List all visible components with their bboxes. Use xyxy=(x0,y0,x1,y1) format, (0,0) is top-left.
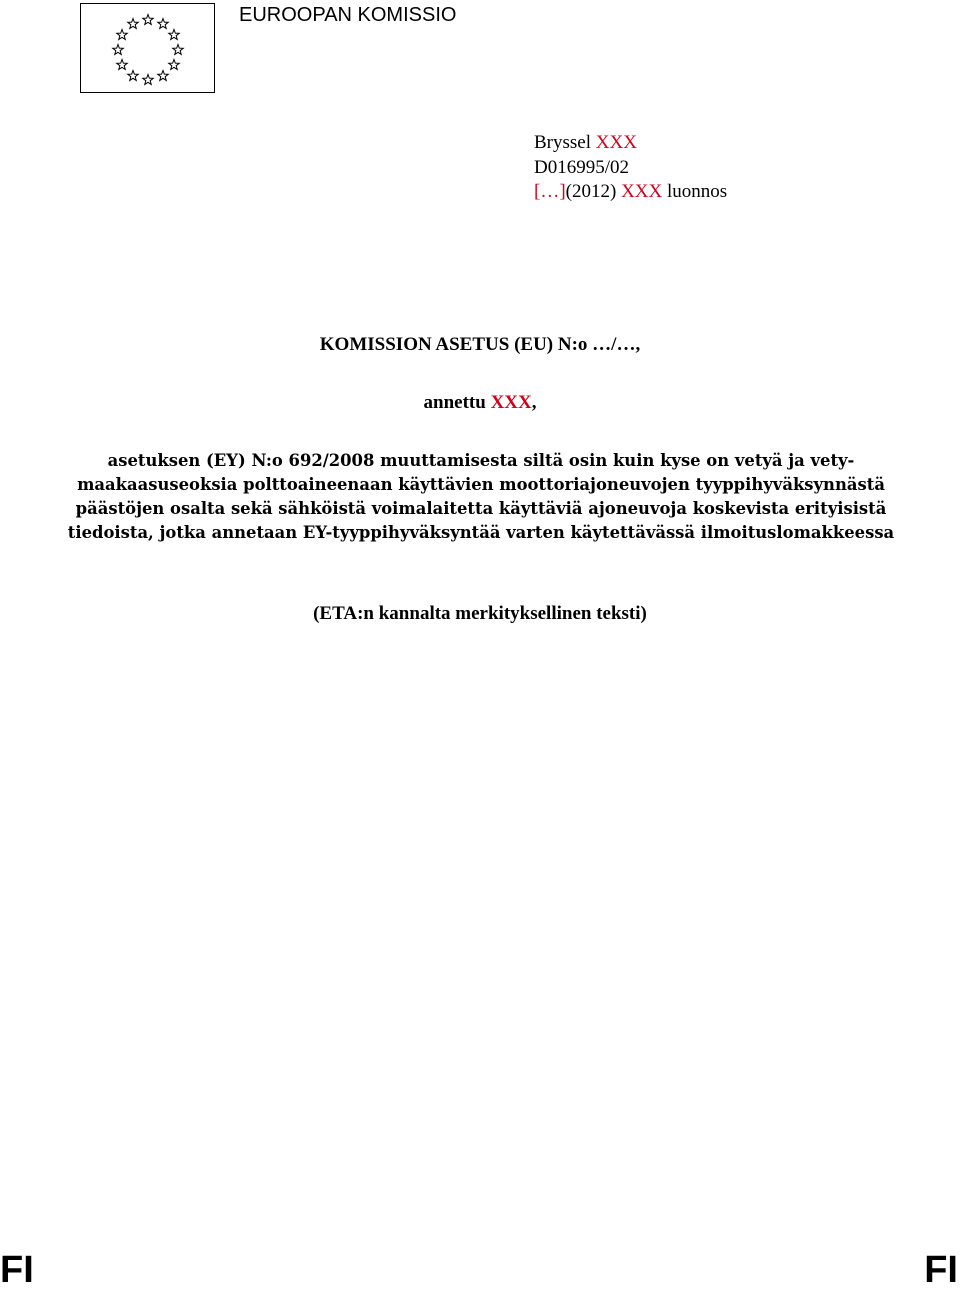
star-icon xyxy=(173,45,183,55)
place: Bryssel xyxy=(534,132,591,153)
language-code-left: FI xyxy=(0,1249,34,1291)
eu-flag-stars-icon xyxy=(81,4,216,94)
regulation-subject: asetuksen (EY) N:o 692/2008 muuttamisesta siltä osin kuin kyse on vetyä ja vety-maakaasuseoksia polttoaineenaan käyttävien moottoriajoneuvojen tyyppihyväksynnästä päästöjen osalta sekä sähköistä voimalaitetta käyttäviä ajoneuvoja koskevista erityisistä tiedoista, jotka annetaan EY-tyyppihyväksyntää varten käytettävässä ilmoituslomakkeessa xyxy=(67,451,895,542)
language-code-right: FI xyxy=(924,1249,958,1291)
star-icon xyxy=(143,75,153,85)
adopted-prefix: annettu xyxy=(423,392,486,413)
star-icon xyxy=(128,19,138,29)
place-date-line xyxy=(534,131,727,156)
star-icon xyxy=(117,60,127,70)
star-icon xyxy=(169,60,179,70)
adopted-suffix: , xyxy=(531,392,537,413)
star-icon xyxy=(128,70,138,80)
eu-flag-logo xyxy=(80,3,215,93)
eea-relevance-note: (ETA:n kannalta merkityksellinen teksti) xyxy=(313,603,647,624)
star-icon xyxy=(117,30,127,40)
doc-code-placeholder: XXX xyxy=(621,181,663,202)
document-meta xyxy=(534,131,727,205)
draft-status: luonnos xyxy=(666,181,728,202)
star-icon xyxy=(158,70,168,80)
adoption-line xyxy=(0,391,960,415)
regulation-title: KOMISSION ASETUS (EU) N:o …/…, xyxy=(319,334,641,355)
document-number-line xyxy=(534,180,727,205)
doc-year: (2012) xyxy=(565,181,617,202)
doc-number-placeholder: […] xyxy=(534,181,566,202)
star-icon xyxy=(143,15,153,25)
organization-name: EUROOPAN KOMISSIO xyxy=(239,4,457,26)
adopted-date-placeholder: XXX xyxy=(490,392,532,413)
date-placeholder: XXX xyxy=(595,132,637,153)
star-icon xyxy=(169,30,179,40)
star-icon xyxy=(113,45,123,55)
reference-number: D016995/02 xyxy=(534,156,629,178)
star-icon xyxy=(158,19,168,29)
